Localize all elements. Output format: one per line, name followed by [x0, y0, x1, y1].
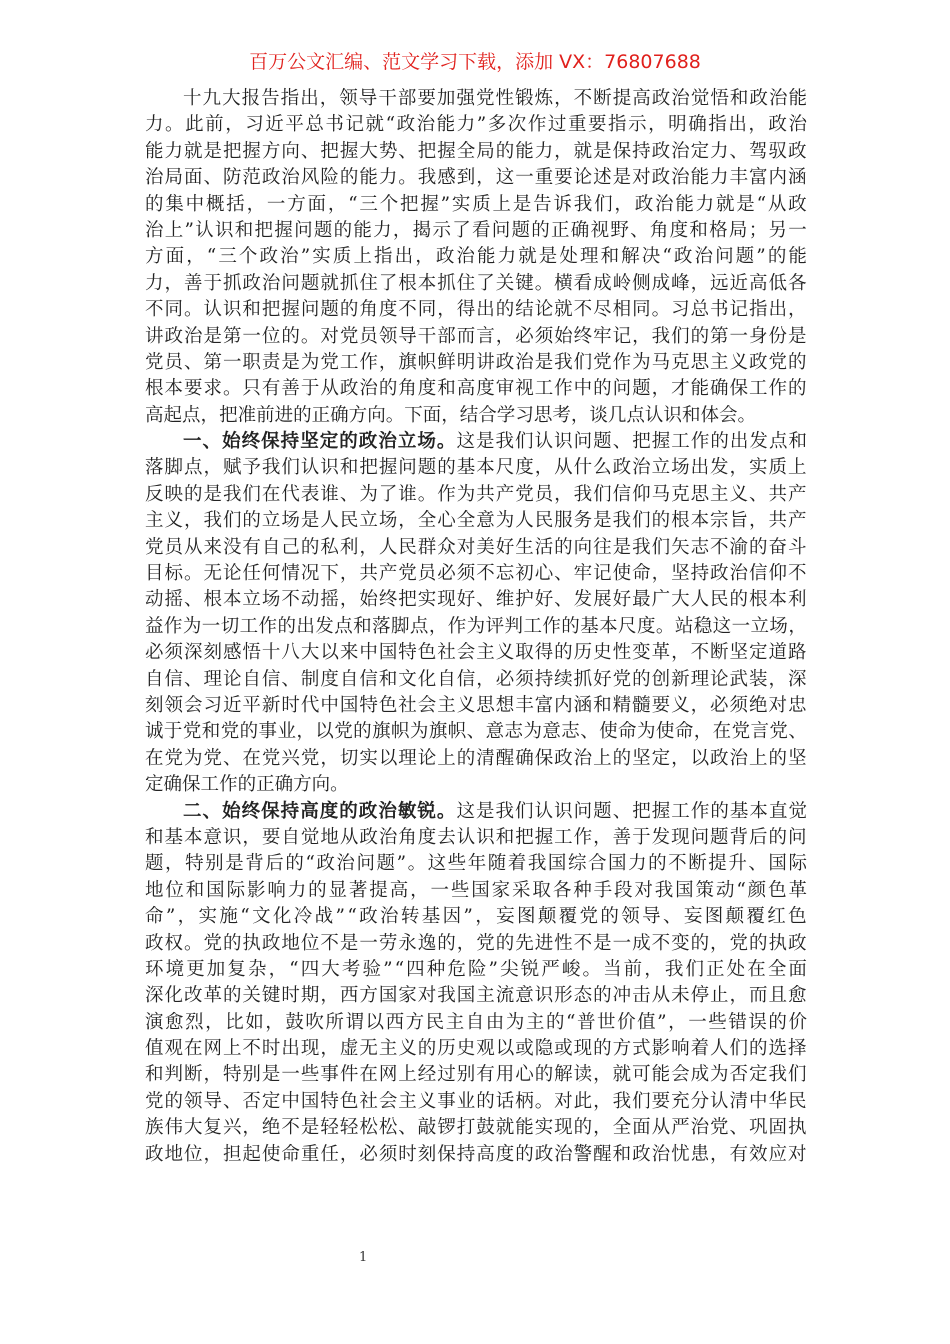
text-line: 二 、 始 终 保 持 高 度 的 政 治 敏 锐 。 这 是 我 们 认 识 问 题 、 把 握 工 作 的 基 本 直 觉	[183, 800, 807, 822]
text-line: 和 基 本 意 识 ， 要 自 觉 地 从 政 治 角 度 去 认 识 和 把 握 工 作 ， 善 于 发 现 问 题 背 后 的 问	[145, 826, 807, 848]
text-line: 刻 领 会 习 近 平 新 时 代 中 国 特 色 社 会 主 义 思 想 丰 富 内 涵 和 精 髓 要 义 ， 必 须 绝 对 忠	[145, 694, 807, 716]
text-line: 力 。 此 前 ， 习 近 平 总 书 记 就 “ 政 治 能 力 ” 多 次 作 过 重 要 指 示 ， 明 确 指 出 ， 政 治	[145, 114, 807, 136]
text-line: 在 党 为 党 、 在 党 兴 党 ， 切 实 以 理 论 上 的 清 醒 确 保 政 治 上 的 坚 定 ， 以 政 治 上 的 坚	[145, 747, 807, 769]
text-line: 力 ， 善 于 抓 政 治 问 题 就 抓 住 了 根 本 抓 住 了 关 键 。 横 看 成 岭 侧 成 峰 ， 远 近 高 低 各	[145, 272, 807, 294]
text-line: 族 伟 大 复 兴 ， 绝 不 是 轻 轻 松 松 、 敲 锣 打 鼓 就 能 实 现 的 ， 全 面 从 严 治 党 、 巩 固 执	[145, 1117, 807, 1139]
text-line: 一 、 始 终 保 持 坚 定 的 政 治 立 场 。 这 是 我 们 认 识 问 题 、 把 握 工 作 的 出 发 点 和	[183, 431, 807, 453]
text-line: 的 集 中 概 括 ， 一 方 面 ， “ 三 个 把 握 ” 实 质 上 是 告 诉 我 们 ， 政 治 能 力 就 是 “ 从 政	[145, 193, 807, 215]
text-line: 落 脚 点 ， 赋 予 我 们 认 识 和 把 握 问 题 的 基 本 尺 度 ， 从 什 么 政 治 立 场 出 发 ， 实 质 上	[145, 457, 807, 479]
text-line: 党 的 领 导 、 否 定 中 国 特 色 社 会 主 义 事 业 的 话 柄 。 对 此 ， 我 们 要 充 分 认 清 中 华 民	[145, 1090, 807, 1112]
text-line: 演 愈 烈 ， 比 如 ， 鼓 吹 所 谓 以 西 方 民 主 自 由 为 主 的 “ 普 世 价 值 ” ， 一 些 错 误 的 价	[145, 1011, 807, 1033]
text-line: 值 观 在 网 上 不 时 出 现 ， 虚 无 主 义 的 历 史 观 以 或 隐 或 现 的 方 式 影 响 着 人 们 的 选 择	[145, 1038, 807, 1060]
text-line: 政 权 。 党 的 执 政 地 位 不 是 一 劳 永 逸 的 ， 党 的 先 进 性 不 是 一 成 不 变 的 ， 党 的 执 政	[145, 932, 807, 954]
text-line: 讲 政 治 是 第 一 位 的 。 对 党 员 领 导 干 部 而 言 ， 必 须 始 终 牢 记 ， 我 们 的 第 一 身 份 是	[145, 325, 807, 347]
text-line: 命 ” ， 实 施 “ 文 化 冷 战 ” “ 政 治 转 基 因 ” ， 妄 图 颠 覆 党 的 领 导 、 妄 图 颠 覆 红 色	[145, 906, 807, 928]
text-line: 政 地 位 ， 担 起 使 命 重 任 ， 必 须 时 刻 保 持 高 度 的 政 治 警 醒 和 政 治 忧 患 ， 有 效 应 对	[145, 1143, 807, 1165]
text-line: 方 面 ， “ 三 个 政 治 ” 实 质 上 指 出 ， 政 治 能 力 就 是 处 理 和 解 决 “ 政 治 问 题 ” 的 能	[145, 246, 807, 268]
text-line: 不 同 。 认 识 和 把 握 问 题 的 角 度 不 同 ， 得 出 的 结 论 就 不 尽 相 同 。 习 总 书 记 指 出 ，	[145, 299, 807, 321]
document-body	[145, 86, 807, 1168]
text-line: 治 上 ” 认 识 和 把 握 问 题 的 能 力 ， 揭 示 了 看 问 题 的 正 确 视 野 、 角 度 和 格 局 ； 另 一	[145, 219, 807, 241]
text-line: 自 信 、 理 论 自 信 、 制 度 自 信 和 文 化 自 信 ， 必 须 持 续 抓 好 党 的 创 新 理 论 武 装 ， 深	[145, 668, 807, 690]
text-line: 诚 于 党 和 党 的 事 业 ， 以 党 的 旗 帜 为 旗 帜 、 意 志 为 意 志 、 使 命 为 使 命 ， 在 党 言 党 、	[145, 721, 807, 743]
text-line: 党 员 从 来 没 有 自 己 的 私 利 ， 人 民 群 众 对 美 好 生 活 的 向 往 是 我 们 矢 志 不 渝 的 奋 斗	[145, 536, 807, 558]
text-line: 治 局 面 、 防 范 政 治 风 险 的 能 力 。 我 感 到 ， 这 一 重 要 论 述 是 对 政 治 能 力 丰 富 内 涵	[145, 167, 807, 189]
text-line: 党 员 、 第 一 职 责 是 为 党 工 作 ， 旗 帜 鲜 明 讲 政 治 是 我 们 党 作 为 马 克 思 主 义 政 党 的	[145, 351, 807, 373]
watermark-banner: 百万公文汇编、范文学习下载，添加 VX：76807688	[249, 51, 701, 73]
text-line: 十 九 大 报 告 指 出 ， 领 导 干 部 要 加 强 党 性 锻 炼 ， 不 断 提 高 政 治 觉 悟 和 政 治 能	[183, 88, 807, 109]
text-line: 地 位 和 国 际 影 响 力 的 显 著 提 高 ， 一 些 国 家 采 取 各 种 手 段 对 我 国 策 动 “ 颜 色 革	[145, 879, 807, 901]
text-line: 主 义 ， 我 们 的 立 场 是 人 民 立 场 ， 全 心 全 意 为 人 民 服 务 是 我 们 的 根 本 宗 旨 ， 共 产	[145, 510, 807, 532]
text-line: 深 化 改 革 的 关 键 时 期 ， 西 方 国 家 对 我 国 主 流 意 识 形 态 的 冲 击 从 未 停 止 ， 而 且 愈	[145, 985, 807, 1007]
text-line: 能 力 就 是 把 握 方 向 、 把 握 大 势 、 把 握 全 局 的 能 力 ， 就 是 保 持 政 治 定 力 、 驾 驭 政	[145, 140, 807, 162]
text-line: 益 作 为 一 切 工 作 的 出 发 点 和 落 脚 点 ， 作 为 评 判 工 作 的 基 本 尺 度 。 站 稳 这 一 立 场 ，	[145, 615, 807, 637]
text-line: 反 映 的 是 我 们 在 代 表 谁 、 为 了 谁 。 作 为 共 产 党 员 ， 我 们 信 仰 马 克 思 主 义 、 共 产	[145, 483, 807, 505]
text-line: 必 须 深 刻 感 悟 十 八 大 以 来 中 国 特 色 社 会 主 义 取 得 的 历 史 性 变 革 ， 不 断 坚 定 道 路	[145, 642, 807, 664]
text-line: 高 起 点 ， 把 准 前 进 的 正 确 方 向 。 下 面 ， 结 合 学 习 思 考 ， 谈 几 点 认 识 和 体 会 。	[145, 404, 757, 426]
text-line: 目 标 。 无 论 任 何 情 况 下 ， 共 产 党 员 必 须 不 忘 初 心 、 牢 记 使 命 ， 坚 持 政 治 信 仰 不	[145, 563, 807, 585]
text-line: 动 摇 、 根 本 立 场 不 动 摇 ， 始 终 把 实 现 好 、 维 护 好 、 发 展 好 最 广 大 人 民 的 根 本 利	[145, 589, 807, 611]
text-line: 环 境 更 加 复 杂 ， “ 四 大 考 验 ” “ 四 种 危 险 ” 尖 锐 严 峻 。 当 前 ， 我 们 正 处 在 全 面	[145, 958, 807, 980]
text-line: 根 本 要 求 。 只 有 善 于 从 政 治 的 角 度 和 高 度 审 视 工 作 中 的 问 题 ， 才 能 确 保 工 作 的	[145, 378, 807, 400]
text-line: 和 判 断 ， 特 别 是 一 些 事 件 在 网 上 经 过 别 有 用 心 的 解 读 ， 就 可 能 会 成 为 否 定 我 们	[145, 1064, 807, 1086]
text-line: 题 ， 特 别 是 背 后 的 “ 政 治 问 题 ” 。 这 些 年 随 着 我 国 综 合 国 力 的 不 断 提 升 、 国 际	[145, 853, 807, 875]
text-line: 定 确 保 工 作 的 正 确 方 向 。	[145, 774, 349, 796]
page-number: 1	[359, 1250, 368, 1265]
